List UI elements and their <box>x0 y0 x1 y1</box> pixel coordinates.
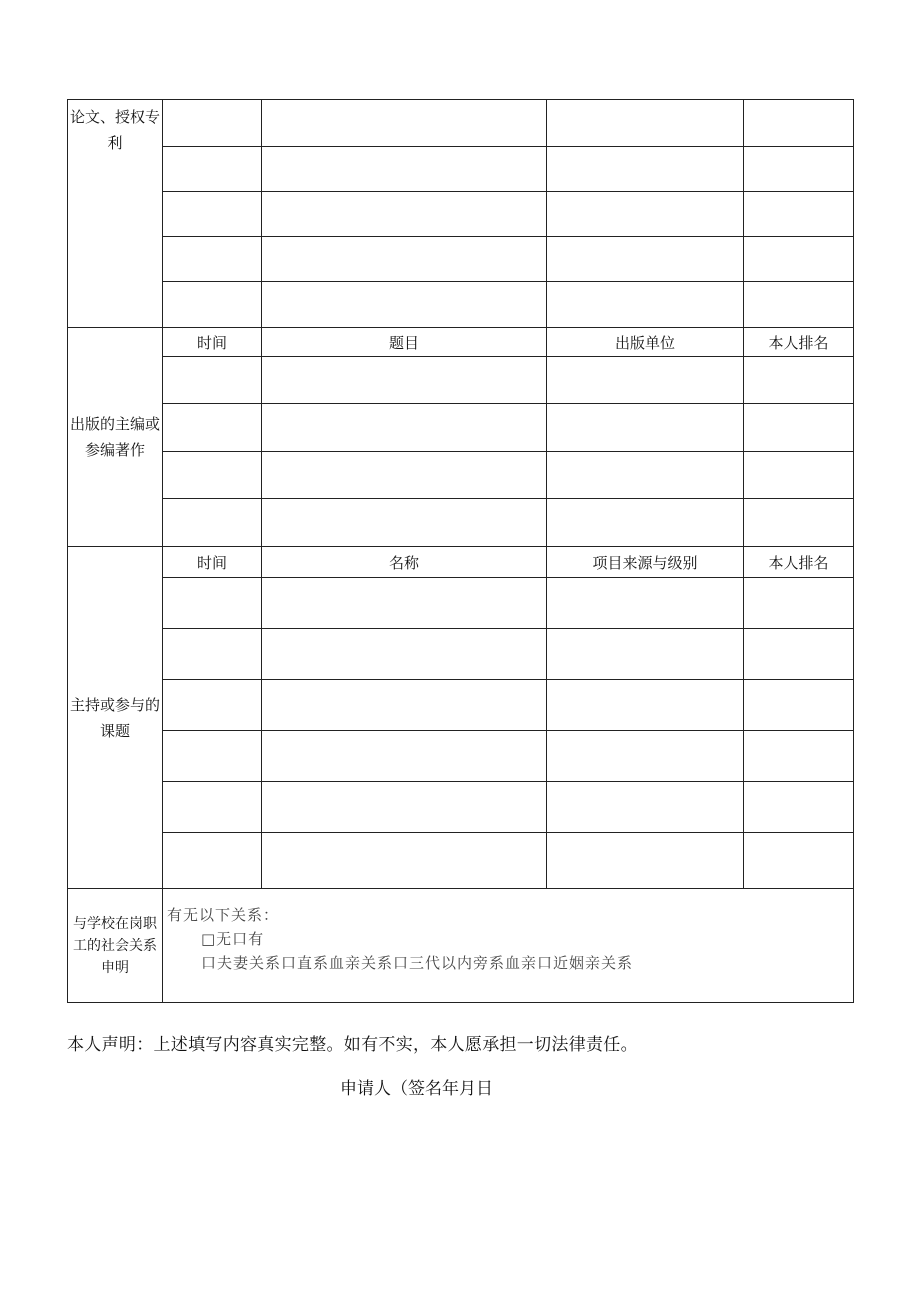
books-cell[interactable] <box>547 499 744 547</box>
projects-cell[interactable] <box>547 578 744 629</box>
papers-cell[interactable] <box>547 192 744 237</box>
projects-cell[interactable] <box>262 578 547 629</box>
papers-section-label: 论文、授权专利 <box>68 100 163 328</box>
projects-cell[interactable] <box>262 680 547 731</box>
books-cell[interactable] <box>547 452 744 499</box>
books-header-title: 题目 <box>262 328 547 357</box>
application-form-table <box>67 99 854 1003</box>
projects-cell[interactable] <box>547 629 744 680</box>
books-cell[interactable] <box>744 404 854 452</box>
projects-cell[interactable] <box>163 578 262 629</box>
projects-header-source-level: 项目来源与级别 <box>547 547 744 578</box>
papers-cell[interactable] <box>163 237 262 282</box>
projects-cell[interactable] <box>262 629 547 680</box>
relations-none-or-has-options[interactable]: □无口有 <box>201 930 265 948</box>
papers-cell[interactable] <box>547 147 744 192</box>
projects-section-label: 主持或参与的课题 <box>68 547 163 889</box>
projects-header-rank: 本人排名 <box>744 547 854 578</box>
papers-cell[interactable] <box>163 192 262 237</box>
books-cell[interactable] <box>163 452 262 499</box>
projects-cell[interactable] <box>163 833 262 889</box>
projects-header-name: 名称 <box>262 547 547 578</box>
papers-cell[interactable] <box>547 100 744 147</box>
papers-cell[interactable] <box>744 282 854 328</box>
papers-cell[interactable] <box>262 237 547 282</box>
projects-cell[interactable] <box>262 833 547 889</box>
papers-cell[interactable] <box>547 282 744 328</box>
projects-cell[interactable] <box>744 782 854 833</box>
projects-cell[interactable] <box>547 731 744 782</box>
books-cell[interactable] <box>262 404 547 452</box>
papers-cell[interactable] <box>547 237 744 282</box>
books-cell[interactable] <box>744 499 854 547</box>
books-cell[interactable] <box>547 357 744 404</box>
relations-type-options[interactable]: 口夫妻关系口直系血亲关系口三代以内旁系血亲口近姻亲关系 <box>201 954 634 972</box>
papers-cell[interactable] <box>163 282 262 328</box>
papers-cell[interactable] <box>262 147 547 192</box>
papers-cell[interactable] <box>262 192 547 237</box>
projects-cell[interactable] <box>163 680 262 731</box>
books-cell[interactable] <box>163 404 262 452</box>
books-cell[interactable] <box>262 499 547 547</box>
books-header-time: 时间 <box>163 328 262 357</box>
projects-cell[interactable] <box>547 680 744 731</box>
relations-section-label: 与学校在岗职工的社会关系申明 <box>68 889 163 1003</box>
projects-cell[interactable] <box>163 731 262 782</box>
books-header-publisher: 出版单位 <box>547 328 744 357</box>
relations-question: 有无以下关系： <box>167 906 280 924</box>
projects-cell[interactable] <box>262 782 547 833</box>
projects-cell[interactable] <box>163 629 262 680</box>
books-cell[interactable] <box>262 357 547 404</box>
papers-cell[interactable] <box>744 192 854 237</box>
projects-cell[interactable] <box>547 833 744 889</box>
papers-cell[interactable] <box>744 100 854 147</box>
books-header-rank: 本人排名 <box>744 328 854 357</box>
papers-cell[interactable] <box>163 100 262 147</box>
projects-cell[interactable] <box>744 578 854 629</box>
papers-cell[interactable] <box>744 147 854 192</box>
papers-cell[interactable] <box>744 237 854 282</box>
papers-cell[interactable] <box>163 147 262 192</box>
books-section-label: 出版的主编或参编著作 <box>68 328 163 547</box>
projects-cell[interactable] <box>744 680 854 731</box>
books-cell[interactable] <box>262 452 547 499</box>
papers-cell[interactable] <box>262 100 547 147</box>
books-cell[interactable] <box>744 452 854 499</box>
projects-cell[interactable] <box>744 833 854 889</box>
projects-header-time: 时间 <box>163 547 262 578</box>
books-cell[interactable] <box>163 357 262 404</box>
relations-declaration[interactable] <box>163 889 854 1003</box>
books-cell[interactable] <box>547 404 744 452</box>
projects-cell[interactable] <box>744 731 854 782</box>
projects-cell[interactable] <box>744 629 854 680</box>
books-cell[interactable] <box>163 499 262 547</box>
projects-cell[interactable] <box>262 731 547 782</box>
projects-cell[interactable] <box>163 782 262 833</box>
applicant-statement: 本人声明：上述填写内容真实完整。如有不实，本人愿承担一切法律责任。 <box>67 1035 638 1055</box>
projects-cell[interactable] <box>547 782 744 833</box>
applicant-signature-line: 申请人（签名年月日 <box>340 1079 493 1099</box>
papers-cell[interactable] <box>262 282 547 328</box>
books-cell[interactable] <box>744 357 854 404</box>
